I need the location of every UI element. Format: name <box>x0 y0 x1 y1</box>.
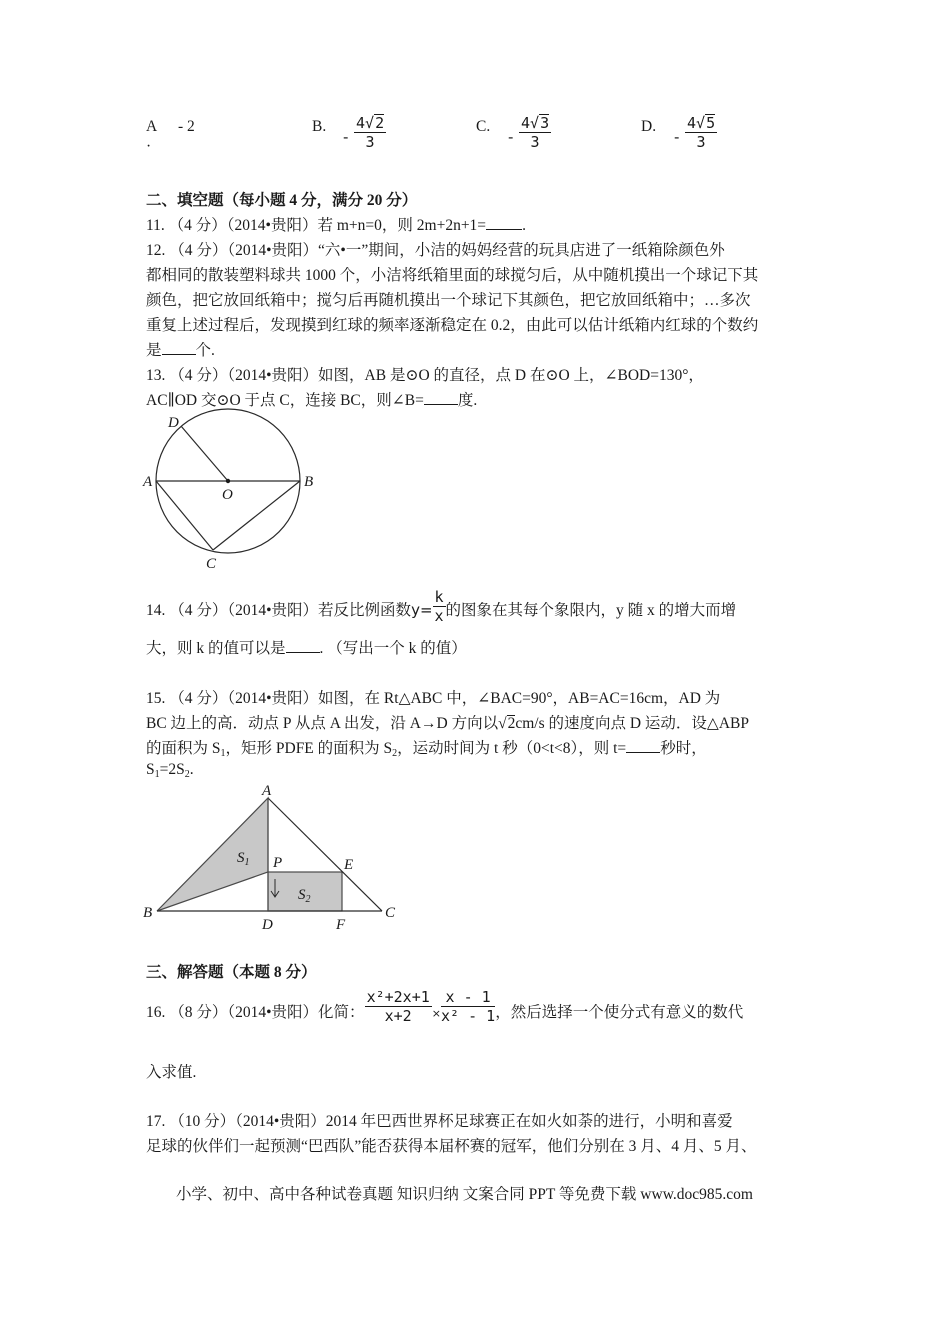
page-footer: 小学、初中、高中各种试卷真题 知识归纳 文案合同 PPT 等免费下载 www.doc985.com <box>176 1186 753 1203</box>
question-11 <box>146 213 526 235</box>
label-f: F <box>336 917 346 933</box>
label-o: O <box>222 487 233 503</box>
label-a: A <box>262 783 272 799</box>
q15-line-2: BC 边上的高．动点 P 从点 A 出发，沿 A→D 方向以√2cm/s 的速度向点 D 运动．设△ABP <box>146 715 750 732</box>
choice-d-sign: - <box>674 128 680 146</box>
label-e: E <box>344 857 354 873</box>
q16-suffix: ，然后选择一个使分式有意义的数代 <box>495 1004 744 1021</box>
q15-line-3 <box>146 736 707 759</box>
q11-text: 11. （4 分）（2014•贵阳）若 m+n=0，则 2m+2n+1= <box>146 217 487 234</box>
q15-s2-text: ，矩形 PDFE 的面积为 S <box>225 740 393 757</box>
q16-prefix: 16. （8 分）（2014•贵阳）化简： <box>146 1004 365 1021</box>
q16-line-1 <box>146 987 744 1025</box>
q12-line-5-end: 个. <box>195 342 215 359</box>
choice-d-label: D. <box>641 118 657 135</box>
choice-b-label: B. <box>312 118 327 135</box>
q14-line-1-end: 的图象在其每个象限内，y 随 x 的增大而增 <box>445 602 737 620</box>
label-c: C <box>385 905 396 921</box>
k-over-x-fraction: $\frac{k}{x}$ <box>434 588 444 625</box>
circle-figure <box>135 405 335 580</box>
label-b: B <box>143 905 153 921</box>
label-d: D <box>168 415 179 431</box>
answer-blank <box>626 738 660 753</box>
q12-line-2: 都相同的散装塑料球共 1000 个，小洁将纸箱里面的球搅匀后，从中随机摸出一个球记下其 <box>146 267 759 284</box>
label-a: A <box>143 474 153 490</box>
answer-blank <box>424 390 458 405</box>
answer-blank <box>162 340 196 355</box>
section-3-heading: 三、解答题（本题 8 分） <box>146 964 317 981</box>
q17-line-2: 足球的伙伴们一起预测“巴西队”能否获得本届杯赛的冠军，他们分别在 3 月、4 月、5 月、 <box>146 1138 757 1155</box>
q16-line-2: 入求值. <box>146 1064 197 1081</box>
q17-line-1: 17. （10 分）（2014•贵阳）2014 年巴西世界杯足球赛正在如火如荼的进行，小明和喜爱 <box>146 1113 733 1130</box>
q12-line-3: 颜色，把它放回纸箱中；搅匀后再随机摸出一个球记下其颜色，把它放回纸箱中；…多次 <box>146 292 751 309</box>
q14-line-2 <box>146 636 467 658</box>
q15-eq-2s: =2S <box>159 761 185 778</box>
triangle-figure <box>135 775 405 935</box>
label-s1: $S_1$ <box>237 850 250 868</box>
q15-line-2-end: cm/s 的速度向点 D 运动．设△ABP <box>515 715 750 732</box>
q16-fraction-2: $\frac{x - 1}{\text{x² - 1}}$ <box>441 987 496 1025</box>
q12-line-5-start: 是 <box>146 342 162 359</box>
q12-line-4: 重复上述过程后，发现摸到红球的频率逐渐稳定在 0.2，由此可以估计纸箱内红球的个数约 <box>146 317 759 334</box>
times-sign: × <box>431 1007 441 1020</box>
q11-period: . <box>522 217 526 234</box>
label-p: P <box>273 855 283 871</box>
choice-c-sign: - <box>508 128 514 146</box>
q13-line-1: 13. （4 分）（2014•贵阳）如图，AB 是⊙O 的直径，点 D 在⊙O 上，∠BOD=130°， <box>146 367 704 384</box>
q15-line-1: 15. （4 分）（2014•贵阳）如图，在 Rt△ABC 中，∠BAC=90°，AB=AC=16cm，AD 为 <box>146 690 721 707</box>
q12-line-1: 12. （4 分）（2014•贵阳）“六•一”期间，小洁的妈妈经营的玩具店进了一纸箱除颜色外 <box>146 242 725 259</box>
q13-line-2-start: AC∥OD 交⊙O 于点 C，连接 BC，则∠B= <box>146 392 424 409</box>
q15-sub-2: 2 <box>392 748 398 759</box>
q15-time-text: ，运动时间为 t 秒（0<t<8），则 t= <box>397 740 627 757</box>
choice-c-label: C. <box>476 118 491 135</box>
q15-eq-sub-2: 2 <box>184 769 190 780</box>
choice-a-value: - 2 <box>178 118 195 135</box>
q14-line-2-start: 大，则 k 的值可以是 <box>146 640 286 657</box>
q14-line-1 <box>146 588 737 625</box>
label-s2: $S_2$ <box>298 887 311 905</box>
choice-b-sign: - <box>343 128 349 146</box>
q14-y-equals: y= <box>411 601 433 620</box>
answer-blank <box>486 215 522 230</box>
q15-s1-text: 的面积为 S <box>146 740 221 757</box>
q14-line-2-end: . （写出一个 k 的值） <box>319 640 467 657</box>
label-d: D <box>262 917 273 933</box>
choice-c-fraction: $\frac{4√3}{3}$ <box>521 114 550 151</box>
q12-line-5 <box>146 338 215 360</box>
q15-sub-1: 1 <box>220 748 226 759</box>
q14-line-1-start: 14. （4 分）（2014•贵阳）若反比例函数 <box>146 602 412 620</box>
q16-fraction-1: $\frac{\text{x²+2x+1}}{x+2}$ <box>366 987 430 1025</box>
choice-b-fraction: $\frac{4√2}{3}$ <box>356 114 385 151</box>
q13-line-2-end: 度. <box>457 392 478 409</box>
sqrt-two: 2 <box>507 715 516 732</box>
choice-d-fraction: $\frac{4√5}{3}$ <box>687 114 716 151</box>
q15-eq-s: S <box>146 761 155 778</box>
answer-blank <box>286 638 320 653</box>
q15-eq-sub-1: 1 <box>154 769 160 780</box>
choice-a-dot: · <box>146 138 152 155</box>
q15-eq-period: . <box>189 761 194 778</box>
q15-seconds-text: 秒时， <box>660 740 707 757</box>
label-c: C <box>206 556 217 572</box>
label-b: B <box>304 474 314 490</box>
q15-line-2-start: BC 边上的高．动点 P 从点 A 出发，沿 A→D 方向以 <box>146 715 499 732</box>
choice-a-label: A <box>146 118 158 135</box>
section-2-heading: 二、填空题（每小题 4 分，满分 20 分） <box>146 192 418 209</box>
